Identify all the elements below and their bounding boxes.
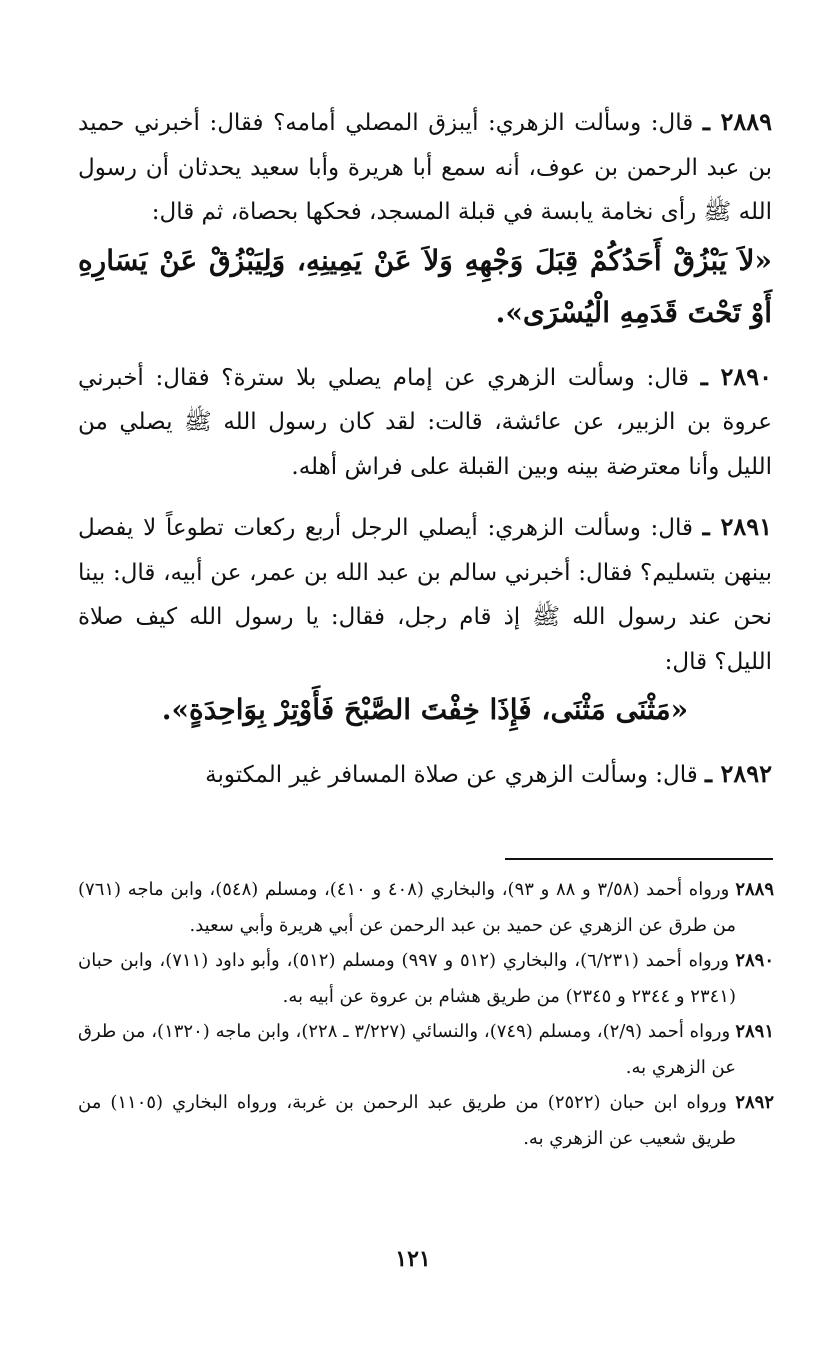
footnote-2891 [78,1014,774,1085]
footnote-divider [505,858,773,860]
entry-text: قال: وسألت الزهري عن إمام يصلي بلا سترة؟ فقال: أخبرني عروة بن الزبير، عن عائشة، قالت: لقد كان رسول الله ﷺ يصلي من الليل وأنا معترضة بينه وبين القبلة على فراش أهله. [78,364,772,480]
entry-2892 [78,752,772,798]
footnote-2889 [78,872,774,943]
footnote-number: ٢٨٩١ [735,1021,775,1042]
entry-2890 [78,355,772,490]
footnotes [78,872,774,1156]
footnote-text: ورواه أحمد (٣/٥٨ و ٨٨ و ٩٣)، والبخاري (٤٠٨ و ٤١٠)، ومسلم (٥٤٨)، وابن ماجه (٧٦١) من طرق عن الزهري عن حميد بن عبد الرحمن عن أبي هريرة وأبي سعيد. [78,879,736,936]
footnote-number: ٢٨٩٠ [735,950,774,971]
footnote-text: ورواه أحمد (٢/٩)، ومسلم (٧٤٩)، والنسائي (٣/٢٢٧ ـ ٢٢٨)، وابن ماجه (١٣٢٠)، من طرق عن الزهري به. [78,1021,736,1078]
footnote-text: ورواه أحمد (٦/٢٣١)، والبخاري (٥١٢ و ٩٩٧) ومسلم (٥١٢)، وأبو داود (٧١١)، وابن حبان (٢٣٤١ و ٢٣٤٤ و ٢٣٤٥) من طريق هشام بن عروة عن أبيه به. [78,950,736,1007]
entry-number: ٢٨٩٢ ـ [705,759,772,788]
entry-text: قال: وسألت الزهري عن صلاة المسافر غير المكتوبة [205,762,698,788]
entry-2889 [78,100,772,235]
entry-number: ٢٨٨٩ ـ [702,107,773,136]
footnote-number: ٢٨٩٢ [735,1092,774,1113]
hadith-quote: «لاَ يَبْزُقْ أَحَدُكُمْ قِبَلَ وَجْهِهِ وَلاَ عَنْ يَمِينِهِ، وَلِيَبْزُقْ عَنْ يَسَارِهِ أَوْ تَحْتَ قَدَمِهِ الْيُسْرَى». [78,243,772,329]
footnote-text: ورواه ابن حبان (٢٥٢٢) من طريق عبد الرحمن بن غربة، ورواه البخاري (١١٠٥) من طريق شعيب عن الزهري به. [78,1092,736,1149]
entry-text: قال: وسألت الزهري: أيبزق المصلي أمامه؟ فقال: أخبرني حميد بن عبد الرحمن بن عوف، أنه سمع أبا هريرة وأبا سعيد يحدثان أن رسول الله ﷺ رأى نخامة يابسة في قبلة المسجد، فحكها بحصاة، ثم قال: [78,110,772,225]
hadith-quote: «مَثْنَى مَثْنَى، فَإِذَا خِفْتَ الصَّبْحَ فَأَوْتِرْ بِوَاحِدَةٍ». [161,693,689,726]
entry-2891 [78,505,772,684]
entry-number: ٢٨٩٠ ـ [700,361,773,391]
main-text [78,100,772,798]
footnote-number: ٢٨٨٩ [735,879,774,900]
entry-text: قال: وسألت الزهري: أيصلي الرجل أربع ركعات تطوعاً لا يفصل بينهن بتسليم؟ فقال: أخبرني سالم بن عبد الله بن عمر، عن أبيه، قال: بينا نحن عند رسول الله ﷺ إذ قام رجل، فقال: يا رسول الله كيف صلاة الليل؟ قال: [78,515,773,675]
entry-number: ٢٨٩١ ـ [702,512,773,541]
footnote-2890 [78,943,774,1014]
footnote-2892 [78,1085,774,1156]
page-number: ١٢١ [395,1246,431,1272]
